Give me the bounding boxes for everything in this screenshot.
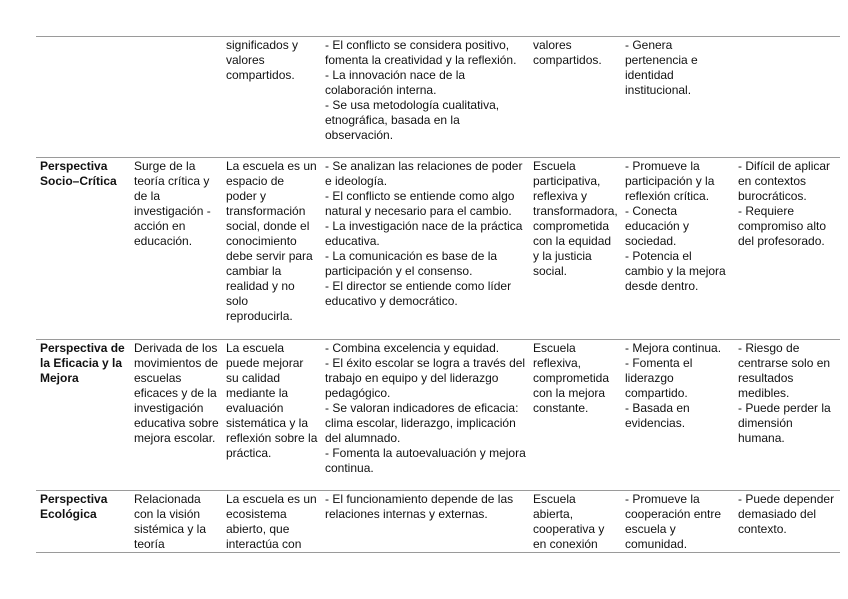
table-row-ecologica (36, 491, 840, 553)
perspective-name-cell: Perspectiva Ecológica (40, 492, 108, 521)
features-cell: - Combina excelencia y equidad. - El éxito escolar se logra a través del trabajo en equipo y del liderazgo pedagógico. - Se valoran indicadores de eficacia: clima escolar, liderazgo, implicación del alumnado. - Fomenta la autoevaluación y mejora continua. (325, 341, 526, 475)
school-concept-cell: significados y valores compartidos. (226, 38, 299, 82)
perspective-name-cell (36, 37, 130, 158)
strengths-cell: - Mejora continua. - Fomenta el liderazgo compartido. - Basada en evidencias. (625, 341, 722, 430)
comparison-table-container (36, 36, 840, 553)
school-type-cell: valores compartidos. (533, 38, 602, 67)
origin-cell (130, 37, 222, 158)
origin-cell: Derivada de los movimientos de escuelas eficaces y de la investigación educativa sobre mejora escolar. (134, 341, 219, 445)
limitations-cell (734, 37, 840, 158)
origin-cell: Surge de la teoría crítica y de la investigación -acción en educación. (134, 159, 211, 248)
limitations-cell: - Difícil de aplicar en contextos burocráticos. - Requiere compromiso alto del profesorado. (738, 159, 831, 248)
perspective-name-cell: Perspectiva Socio–Crítica (40, 159, 117, 188)
table-row-eficacia-mejora (36, 340, 840, 491)
strengths-cell: - Promueve la cooperación entre escuela y comunidad. (625, 492, 722, 551)
features-cell: - El funcionamiento depende de las relaciones internas y externas. (325, 492, 514, 521)
table-row-continued (36, 37, 840, 158)
origin-cell: Relacionada con la visión sistémica y la teoría (134, 492, 207, 551)
strengths-cell: - Promueve la participación y la reflexión crítica. - Conecta educación y sociedad. - Potencia el cambio y la mejora desde dentro. (625, 159, 726, 293)
table-row-socio-critica (36, 158, 840, 340)
school-concept-cell: La escuela es un espacio de poder y transformación social, donde el conocimiento debe servir para cambiar la realidad y no solo reproducirla. (226, 159, 317, 323)
school-concept-cell: La escuela es un ecosistema abierto, que interactúa con (226, 492, 317, 551)
school-concept-cell: La escuela puede mejorar su calidad mediante la evaluación sistemática y la reflexión sobre la práctica. (226, 341, 318, 460)
perspectives-table (36, 36, 840, 553)
perspective-name-cell: Perspectiva de la Eficacia y la Mejora (40, 341, 125, 385)
features-cell: - Se analizan las relaciones de poder e ideología. - El conflicto se entiende como algo natural y necesario para el cambio. - La investigación nace de la práctica educativa. - La comunicación es base de la participación y el consenso. - El director se entiende como líder educativo y democrático. (325, 159, 523, 308)
school-type-cell: Escuela participativa, reflexiva y transformadora, comprometida con la equidad y la justicia social. (533, 159, 618, 278)
limitations-cell: - Riesgo de centrarse solo en resultados medibles. - Puede perder la dimensión humana. (738, 341, 831, 445)
features-cell: - El conflicto se considera positivo, fomenta la creatividad y la reflexión. - La innovación nace de la colaboración interna. - Se usa metodología cualitativa, etnográfica, basada en la observación. (325, 38, 517, 142)
school-type-cell: Escuela reflexiva, comprometida con la mejora constante. (533, 341, 610, 415)
school-type-cell: Escuela abierta, cooperativa y en conexión (533, 492, 605, 551)
limitations-cell: - Puede depender demasiado del contexto. (738, 492, 835, 536)
strengths-cell: - Genera pertenencia e identidad institucional. (625, 38, 698, 97)
